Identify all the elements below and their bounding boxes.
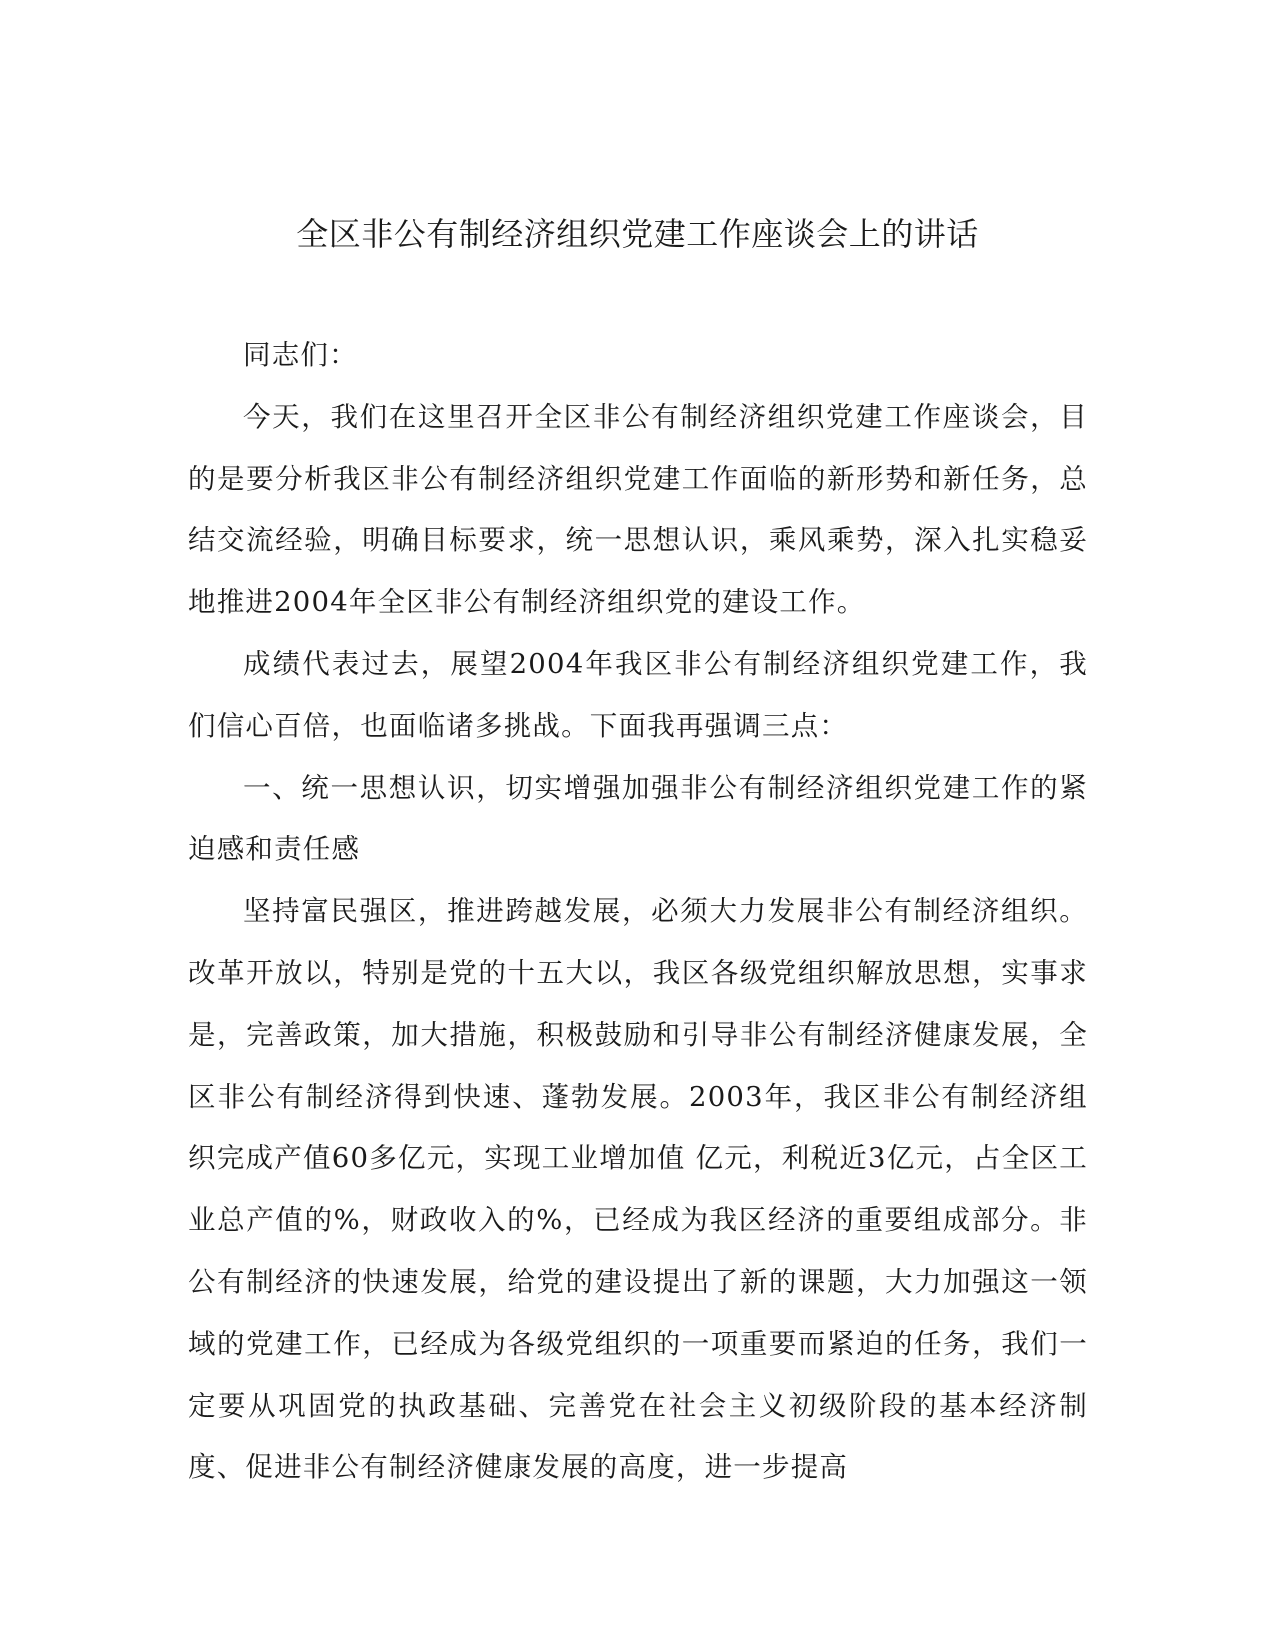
salutation: 同志们： xyxy=(243,339,358,371)
document-body xyxy=(188,325,1088,1499)
paragraph-development: 坚持富民强区，推进跨越发展，必须大力发展非公有制经济组织。改革开放以，特别是党的十五大以，我区各级党组织解放思想，实事求是，完善政策，加大措施，积极鼓励和引导非公有制经济健康发展，全区非公有制经济得到快速、蓬勃发展。2003年，我区非公有制经济组织完成产值60多亿元，实现工业增加值 亿元，利税近3亿元，占全区工业总产值的%，财政收入的%，已经成为我区经济的重要组成部分。非公有制经济的快速发展，给党的建设提出了新的课题，大力加强这一领域的党建工作，已经成为各级党组织的一项重要而紧迫的任务，我们一定要从巩固党的执政基础、完善党在社会主义初级阶段的基本经济制度、促进非公有制经济健康发展的高度，进一步提高 xyxy=(188,895,1088,1484)
paragraph-opening: 今天，我们在这里召开全区非公有制经济组织党建工作座谈会，目的是要分析我区非公有制经济组织党建工作面临的新形势和新任务，总结交流经验，明确目标要求，统一思想认识，乘风乘势，深入扎实稳妥地推进2004年全区非公有制经济组织党的建设工作。 xyxy=(188,400,1088,619)
section-heading-one: 一、统一思想认识，切实增强加强非公有制经济组织党建工作的紧迫感和责任感 xyxy=(188,771,1088,866)
document-title: 全区非公有制经济组织党建工作座谈会上的讲话 xyxy=(296,215,979,253)
paragraph-outlook: 成绩代表过去，展望2004年我区非公有制经济组织党建工作，我们信心百倍，也面临诸多挑战。下面我再强调三点： xyxy=(188,647,1088,742)
